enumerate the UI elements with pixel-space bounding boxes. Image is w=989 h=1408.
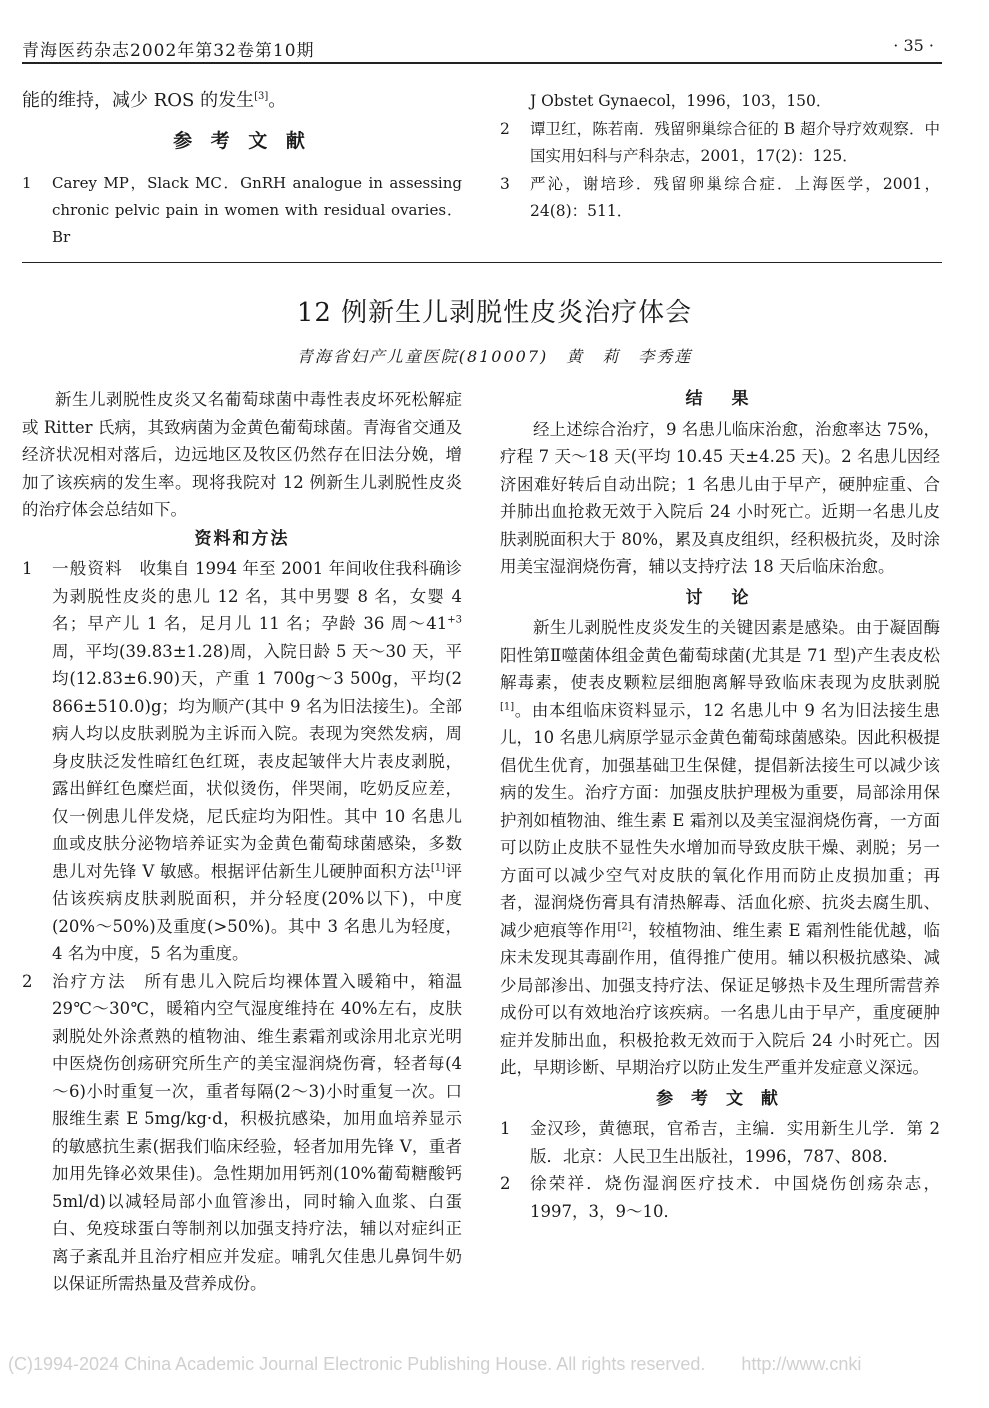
- discussion-paragraph: 新生儿剥脱性皮炎发生的关键因素是感染。由于凝固酶阳性第Ⅱ噬菌体组金黄色葡萄球菌(尤其是 71 型)产生表皮松解毒素，使表皮颗粒层细胞离解导致临床表现为皮肤剥脱[1]。由本组临床资料显示，12 名患儿中 9 名为旧法接生患儿，10 名患儿病原学显示金黄色葡萄球菌感染。因此积极提倡优生优育，加强基础卫生保健，提倡新法接生可以减少该病的发生。治疗方面：加强皮肤护理极为重要，局部涂用保护剂如植物油、维生素 E 霜剂以及美宝湿润烧伤膏，一方面可以防止皮肤不显性失水增加而导致皮肤干燥、剥脱；另一方面可以减少空气对皮肤的氧化作用而防止皮损加重；再者，湿润烧伤膏具有清热解毒、活血化瘀、抗炎去腐生肌、减少疤痕等作用[2]，较植物油、维生素 E 霜剂性能优越，临床未发现其毒副作用，值得推广使用。辅以积极抗感染、减少局部渗出、加强支持疗法、保证足够热卡及生理所需营养成份可以有效地治疗该疾病。一名患儿由于早产，重度硬肿症并发肺出血，积极抢救无效而于入院后 24 小时死亡。因此，早期诊断、早期治疗以防止发生严重并发症意义深远。: [500, 618, 940, 1077]
- prev-article-left: [22, 84, 462, 251]
- prev-article-ending: 能的维持，减少 ROS 的发生[3]。: [22, 90, 287, 111]
- method1-lead: 一般资料: [52, 559, 123, 578]
- copyright-watermark: (C)1994-2024 China Academic Journal Electronic Publishing House. All rights reserved. http://www.cnki: [8, 1354, 862, 1374]
- method2-lead: 治疗方法: [52, 971, 127, 991]
- method-general-data: 1 一般资料 收集自 1994 年至 2001 年间收住我科确诊为剥脱性皮炎的患儿 12 名，其中男婴 8 名，女婴 4 名；早产儿 1 名，足月儿 11 名；孕龄 36 周$\sim 41^{+3}$周，平均(39.83±1.28)周，入院日龄 5 天～30 天，平均(12.83±6.90)天，产重 1 700g～3 500g，平均(2 866±510.0)g；均为顺产(其中 9 名为旧法接生)。全部病人均以皮肤剥脱为主诉而入院。表现为突然发病，周身皮肤泛发性暗红色红斑，表皮起皱伴大片表皮剥脱，露出鲜红色糜烂面，状似烫伤，伴哭闹，吃奶反应差，仅一例患儿伴发烧，尼氏症均为阳性。其中 10 名患儿血或皮肤分泌物培养证实为金黄色葡萄球菌感染，多数患儿对先锋 V 敏感。根据评估新生儿硬肿面积方法[1]评估该疾病皮肤剥脱面积，并分轻度(20%以下)，中度(20%～50%)及重度(>50%)。其中 3 名患儿为轻度，4 名为中度，5 名为重度。: [22, 559, 463, 963]
- article-left-column: [22, 386, 462, 1298]
- article-ref-1: 1 金汉珍，黄德珉，官希吉，主编．实用新生儿学．第 2 版．北京：人民卫生出版社，1996，787、808．: [500, 1119, 940, 1166]
- article-right-column: [500, 386, 940, 1225]
- prev-ref-heading: 参 考 文 献: [173, 130, 311, 152]
- methods-heading: 资料和方法: [194, 528, 290, 549]
- prev-article-right: [500, 88, 940, 226]
- prev-ref-2: 2 谭卫红，陈若南．残留卵巢综合征的 B 超介导疗效观察．中国实用妇科与产科杂志，2001，17(2)：125．: [500, 119, 940, 165]
- section-divider: [22, 262, 942, 263]
- intro-paragraph: 新生儿剥脱性皮炎又名葡萄球菌中毒性表皮坏死松解症或 Ritter 氏病，其致病菌为金黄色葡萄球菌。青海省交通及经济状况相对落后，边远地区及牧区仍然存在旧法分娩，增加了该疾病的发生率。现将我院对 12 例新生儿剥脱性皮炎的治疗体会总结如下。: [22, 390, 462, 519]
- article-title: 12 例新生儿剥脱性皮炎治疗体会: [296, 298, 693, 328]
- running-header: [22, 36, 942, 64]
- page-number: · 35 ·: [893, 36, 934, 55]
- prev-ref-1-text: Carey MP，Slack MC．GnRH analogue in assessing chronic pelvic pain in women with residual ovaries．Br: [52, 173, 462, 246]
- prev-ref-3: 3 严沁，谢培珍．残留卵巢综合症．上海医学，2001，24(8)：511．: [500, 174, 940, 220]
- article-ref-heading: 参 考 文 献: [656, 1088, 784, 1109]
- results-paragraph: 经上述综合治疗，9 名患儿临床治愈，治愈率达 75%，疗程 7 天～18 天(平均 10.45 天±4.25 天)。2 名患儿因经济困难好转后自动出院；1 名患儿由于早产，硬肿症重、合并肺出血抢救无效于入院后 24 小时死亡。近期一名患儿皮肤剥脱面积大于 80%，累及真皮组织，经积极抗炎，及时涂用美宝湿润烧伤膏，辅以支持疗法 18 天后临床治愈。: [500, 419, 940, 576]
- discussion-heading: 讨 论: [685, 587, 755, 608]
- prev-ref-1-cont: J Obstet Gynaecol，1996，103，150．: [530, 92, 832, 110]
- journal-issue: 青海医药杂志2002年第32卷第10期: [22, 41, 315, 61]
- results-heading: 结 果: [685, 389, 755, 409]
- article-ref-2: 2 徐荣祥．烧伤湿润医疗技术．中国烧伤创疡杂志，1997，3，9～10．: [500, 1174, 940, 1221]
- method-treatment: 2 治疗方法 所有患儿入院后均裸体置入暖箱中，箱温 29℃～30℃，暖箱内空气湿度维持在 40%左右，皮肤剥脱处外涂煮熟的植物油、维生素霜剂或涂用北京光明中医烧伤创疡研究所生产的美宝湿润烧伤膏，轻者每(4～6)小时重复一次，重者每隔(2～3)小时重复一次。口服维生素 E 5mg/kg·d，积极抗感染，加用血培养显示的敏感抗生素(据我们临床经验，轻者加用先锋 V，重者加用先锋必效果佳)。急性期加用钙剂(10%葡萄糖酸钙 5ml/d)以减轻局部小血管渗出，同时输入血浆、白蛋白、免疫球蛋白等制剂以加强支持疗法，辅以对症纠正离子紊乱并且治疗相应并发症。哺乳欠佳患儿鼻饲牛奶以保证所需热量及营养成份。: [22, 971, 463, 1293]
- prev-ref-1: 1 Carey MP，Slack MC．GnRH analogue in assessing chronic pelvic pain in women with residual ovaries．Br: [22, 170, 462, 251]
- article-author: 青海省妇产儿童医院(810007) 黄 莉 李秀莲: [296, 347, 693, 366]
